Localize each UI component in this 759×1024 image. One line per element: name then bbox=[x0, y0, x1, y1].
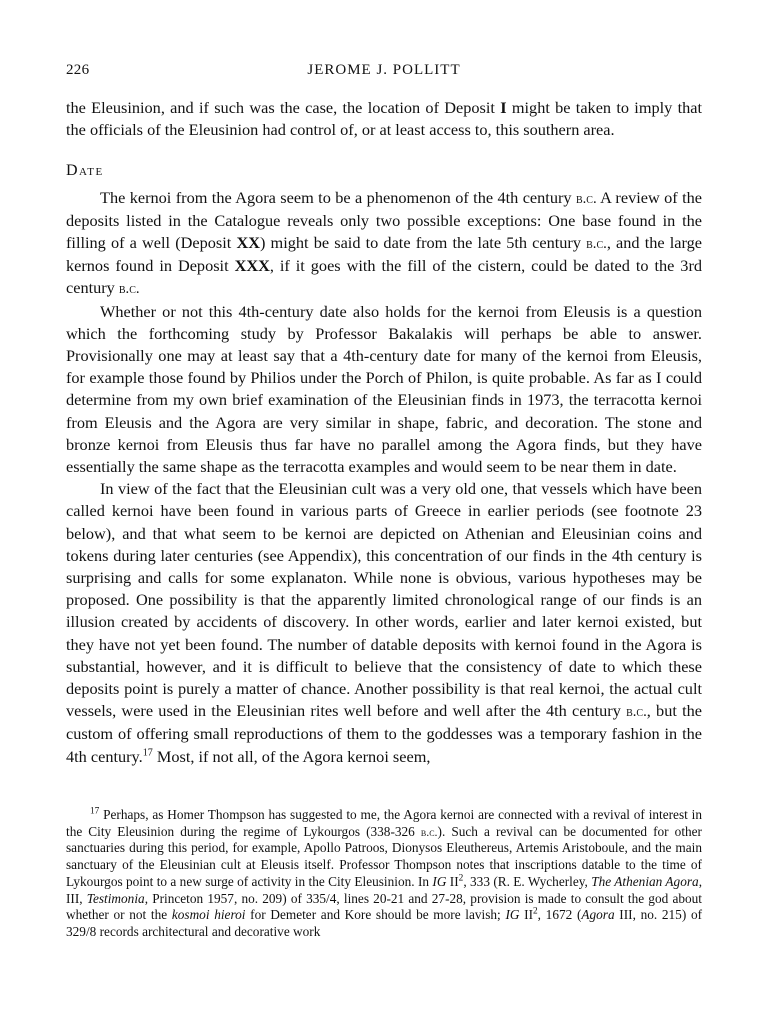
text-run: , and the large kernos found in Deposit bbox=[66, 233, 702, 276]
era-abbrev: b.c. bbox=[420, 824, 438, 839]
text-run: , 1672 ( bbox=[537, 907, 582, 923]
footnote-reference[interactable]: 17 bbox=[142, 747, 153, 759]
superscript: 2 bbox=[458, 873, 464, 884]
citation-abbrev: IG bbox=[432, 873, 447, 889]
text-run: Most, if not all, of the Agora kernoi seem, bbox=[152, 746, 431, 766]
paragraph-date bbox=[66, 187, 702, 301]
era-abbrev: b.c. bbox=[586, 236, 607, 253]
text-run: might be taken to imply that the officials of the Eleusinion had control of, or at least access to, this southern area. bbox=[66, 98, 703, 140]
text-run: Perhaps, as Homer Thompson has suggested to me, the Agora kernoi are connected with a revival of interest in the City Eleusinion during the regime of Lykourgos (338-326 bbox=[66, 807, 702, 839]
body-text bbox=[66, 97, 702, 768]
text-run: ) might be said to date from the late 5th century bbox=[259, 233, 587, 253]
deposit-label: XX bbox=[236, 233, 260, 253]
footnote-number: 17 bbox=[90, 806, 100, 817]
era-abbrev: b.c. bbox=[575, 190, 597, 207]
page-number: 226 bbox=[66, 62, 90, 78]
section-heading: Date bbox=[66, 162, 104, 180]
era-abbrev: b.c. bbox=[118, 281, 140, 298]
text-run: , but the custom of offering small reproductions of them to the goddesses was a temporary fashion in the 4th century. bbox=[66, 701, 702, 766]
text-run: In view of the fact that the Eleusinian cult was a very old one, that vessels which have been called kernoi have been found in various parts of Greece in earlier periods (see footnote 23 below), and that what seem to be kernoi are depicted on Athenian and Eleusinian coins and tokens during later centuries (see Appendix), this concentration of our finds in the 4th century is surprising and calls for some explanaton. While none is obvious, various hypotheses may be proposed. One possibility is that the apparently limited chronological range of our finds is an illusion created by accidents of discovery. In other words, earlier and later kernoi existed, but they have not yet been found. The number of datable deposits with kernoi found in the Agora is substantial, however, and it is difficult to believe that the consistency of date to which these deposits point is purely a matter of chance. Another possibility is that real kernoi, the actual cult vessels, were used in the Eleusinian rites well before and well after the 4th century bbox=[66, 479, 702, 721]
book-title: Testimonia bbox=[86, 890, 145, 906]
text-run: , III, bbox=[66, 873, 703, 906]
text-run: , Princeton 1957, no. 209) of 335/4, lines 20-21 and 27-28, provision is made to consult the god about whether or not the bbox=[66, 890, 702, 923]
book-title: Agora bbox=[581, 907, 615, 923]
text-run: III, no. 215) of 329/8 records architectural and decorative work bbox=[66, 907, 703, 939]
text-run: , if it goes with the fill of the cistern, could be dated to the 3rd century bbox=[66, 256, 703, 298]
text-run: the Eleusinion, and if such was the case, the location of Deposit bbox=[66, 98, 501, 117]
text-run: II bbox=[519, 907, 534, 923]
text-run: The kernoi from the Agora seem to be a phenomenon of the 4th century bbox=[100, 187, 576, 207]
text-run: II bbox=[446, 873, 459, 889]
text-run: ). Such a revival can be documented for other sanctuaries during this period, for example, Apollo Patroos, Dionysos Eleuthereus, Artemis Aristoboule, and the main sanctuary of the Eleusinian cult at Eleusis itself. Professor Thompson notes that inscriptions datable to the time of Lykourgos point to a new surge of activity in the City Eleusinion. In bbox=[66, 823, 702, 889]
text-run: A review of the deposits listed in the Catalogue reveals only two possible exceptions: One base found in the filling of a well (Deposit bbox=[66, 187, 702, 253]
deposit-label: I bbox=[500, 98, 507, 117]
paragraph-explanation bbox=[66, 478, 702, 768]
text-run: for Demeter and Kore should be more lavish; bbox=[245, 907, 506, 923]
paragraph-eleusis: Whether or not this 4th-century date also holds for the kernoi from Eleusis is a question which the forthcoming study by Professor Bakalakis will perhaps be able to answer. Provisionally one may at least say that a 4th-century date for many of the kernoi from Eleusis, for example those found by Philios under the Porch of Philon, is quite probable. As far as I could determine from my own brief examination of the Eleusinian finds in 1973, the terracotta kernoi from Eleusis and the Agora are very similar in shape, fabric, and decoration. The stone and bronze kernoi from Eleusis thus far have no parallel among the Agora finds, but they have essentially the same shape as the terracotta examples and would seem to be near them in date. bbox=[66, 301, 702, 477]
citation-abbrev: IG bbox=[505, 907, 520, 923]
deposit-label: XXX bbox=[234, 256, 270, 276]
text-run: , 333 (R. E. Wycherley, bbox=[463, 873, 592, 889]
paragraph-continuation bbox=[66, 97, 702, 141]
footnote-17 bbox=[66, 807, 702, 941]
running-title: JEROME J. POLLITT bbox=[307, 62, 461, 78]
book-title: The Athenian Agora bbox=[591, 873, 699, 889]
era-abbrev: b.c. bbox=[626, 704, 647, 721]
superscript: 2 bbox=[533, 906, 538, 917]
greek-term: kosmoi hieroi bbox=[171, 907, 246, 923]
